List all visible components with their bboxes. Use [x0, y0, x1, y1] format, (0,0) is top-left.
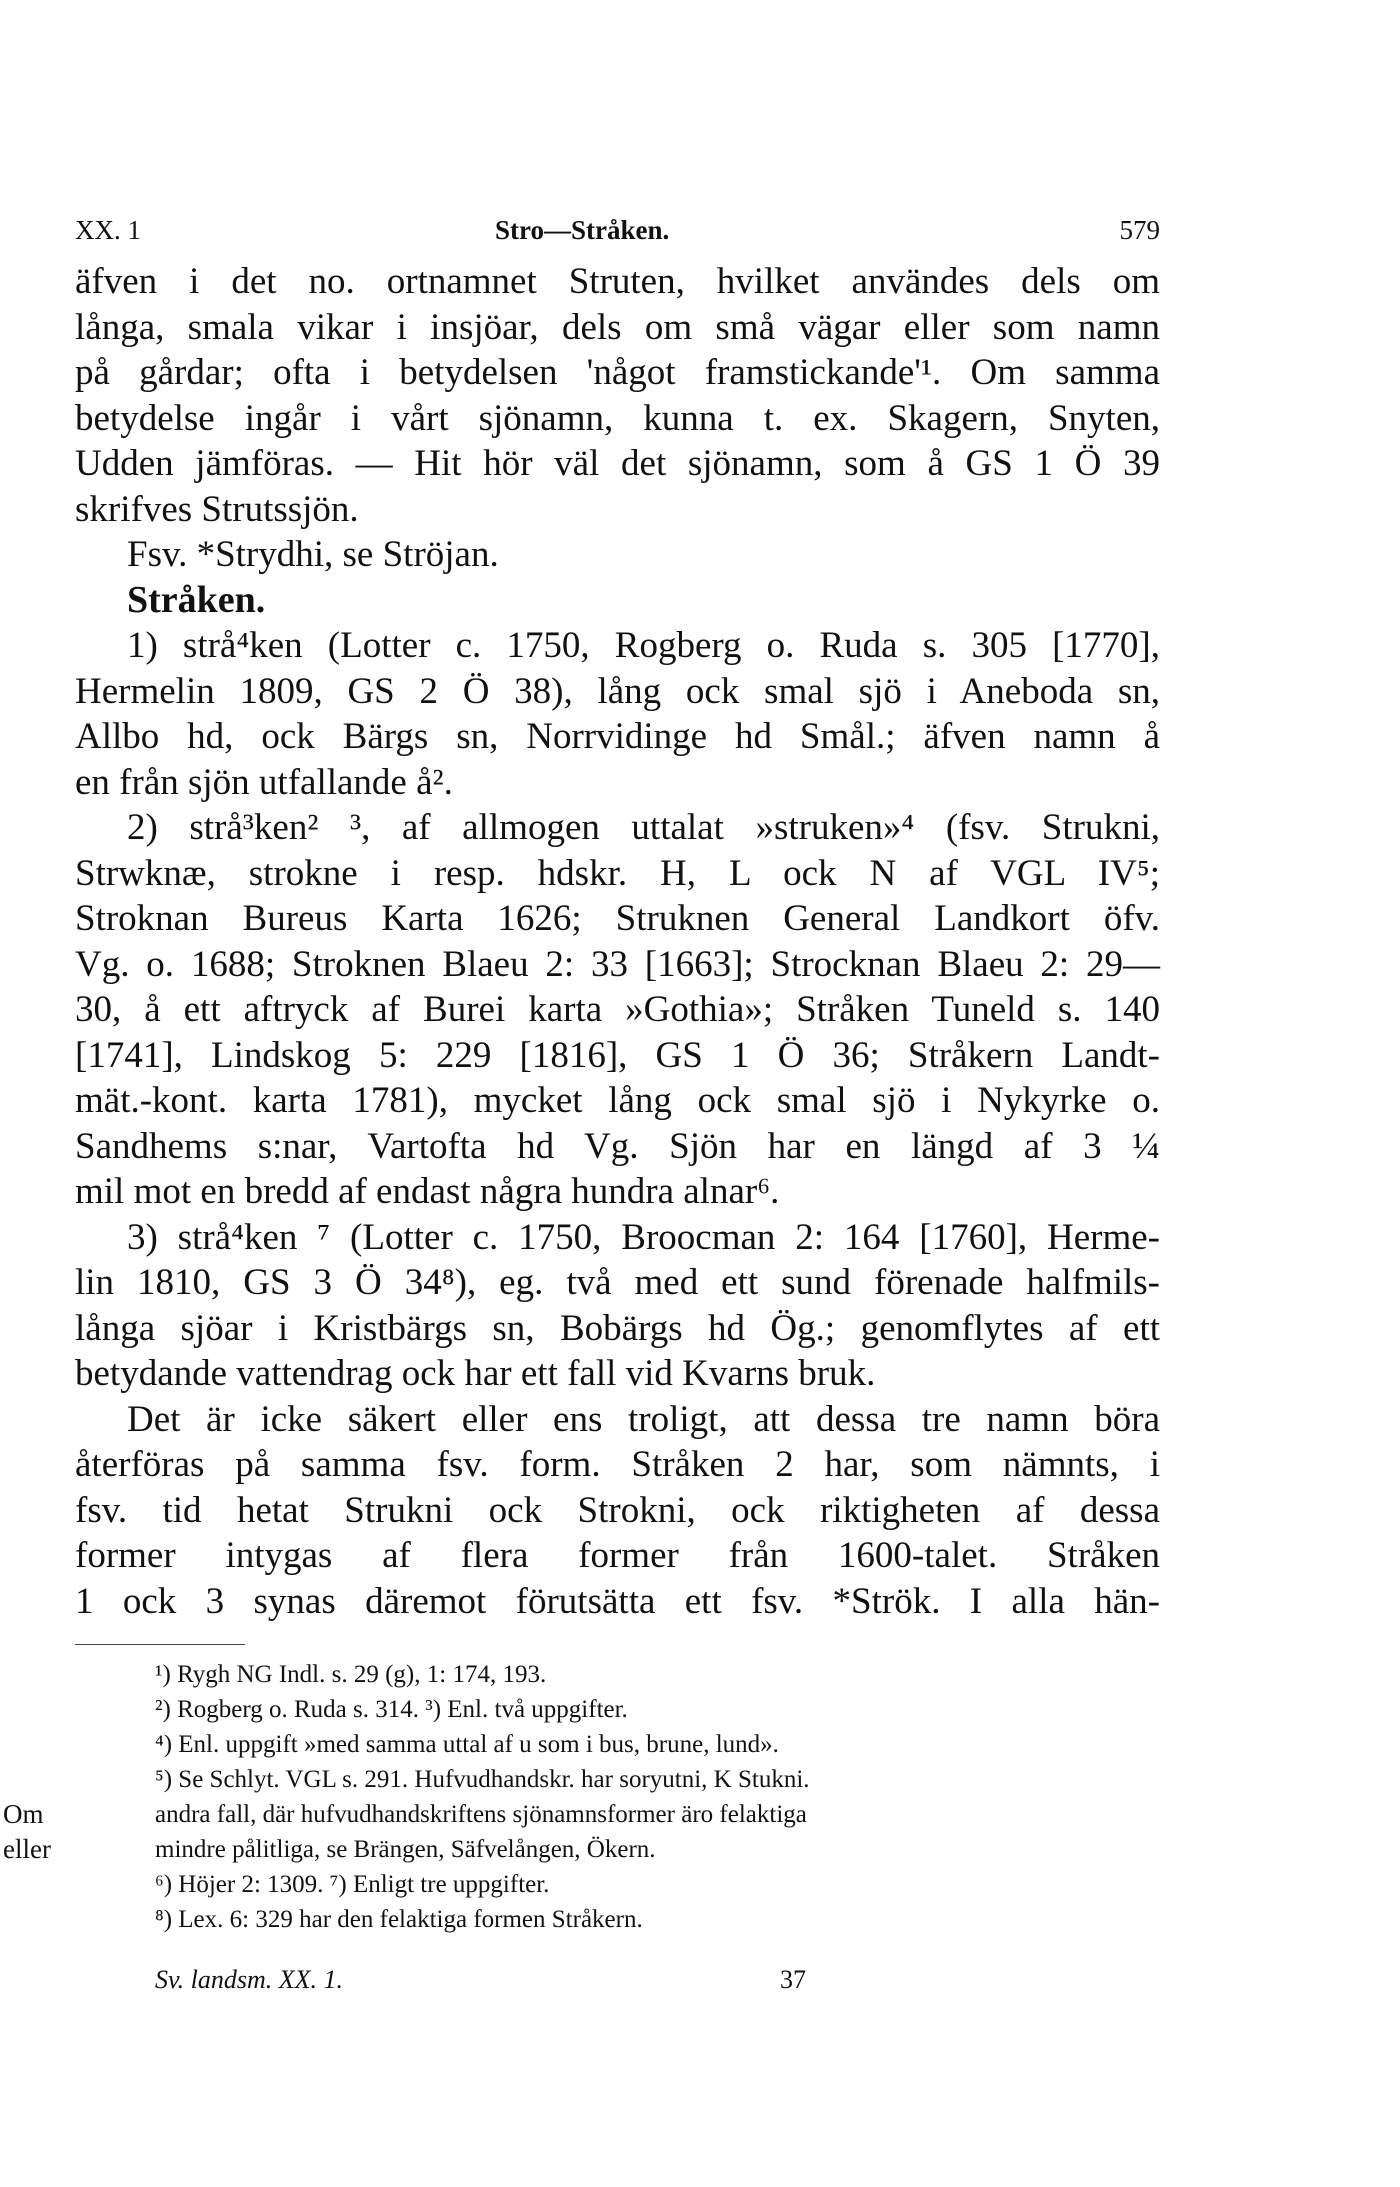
text-line: former intygas af flera former från 1600-talet. Stråken — [75, 1535, 1160, 1576]
footnote-continuation — [3, 1797, 1160, 1832]
text-line: 2) strå³ken² ³, af allmogen uttalat »struken»⁴ (fsv. Strukni, — [127, 807, 1160, 848]
text-line: 30, å ett aftryck af Burei karta »Gothia»; Stråken Tuneld s. 140 — [75, 989, 1160, 1030]
book-page — [3, 215, 1160, 2005]
text-line: betydande vattendrag ock har ett fall vid Kvarns bruk. — [75, 1353, 876, 1394]
text-line: fsv. tid hetat Strukni ock Strokni, ock riktigheten af dessa — [75, 1489, 1160, 1531]
text-line: på gårdar; ofta i betydelsen 'något framstickande'¹. Om samma — [75, 352, 1160, 393]
footnote: ⁸) Lex. 6: 329 har den felaktiga formen Stråkern. — [155, 1906, 643, 1933]
text-line: en från sjön utfallande å². — [75, 761, 453, 803]
footnote-text: mindre pålitliga, se Brängen, Säfvelången, Ökern. — [155, 1836, 656, 1863]
footnote-rule — [75, 1644, 245, 1645]
footnote-continuation — [3, 1832, 1160, 1867]
signature-mark: Sv. landsm. XX. 1. — [155, 1965, 343, 1994]
text-line: Sandhems s:nar, Vartofta hd Vg. Sjön har en längd af 3 ¼ — [75, 1125, 1160, 1167]
text-line: långa, smala vikar i insjöar, dels om små vägar eller som namn — [75, 306, 1160, 348]
text-line: skrifves Strutssjön. — [75, 488, 359, 530]
sheet-number: 37 — [780, 1965, 806, 1994]
text-line: mil mot en bredd af endast några hundra alnar⁶. — [75, 1171, 780, 1212]
running-title: Stro—Stråken. — [495, 215, 670, 245]
text-line: [1741], Lindskog 5: 229 [1816], GS 1 Ö 36; Stråkern Landt- — [75, 1034, 1160, 1076]
running-header — [75, 215, 1160, 259]
page-number: 579 — [1119, 215, 1160, 245]
margin-note: Om — [3, 1799, 44, 1829]
text-line: 1) strå⁴ken (Lotter c. 1750, Rogberg o. Ruda s. 305 [1770], — [127, 625, 1160, 666]
footnote: ¹) Rygh NG Indl. s. 29 (g), 1: 174, 193. — [155, 1661, 547, 1688]
footnote: ⁶) Höjer 2: 1309. ⁷) Enligt tre uppgifter. — [155, 1871, 550, 1898]
margin-note: eller — [3, 1834, 51, 1864]
footnote: ²) Rogberg o. Ruda s. 314. ³) Enl. två uppgifter. — [155, 1696, 628, 1723]
text-line: Fsv. *Strydhi, se Ströjan. — [127, 534, 499, 575]
text-line: långa sjöar i Kristbärgs sn, Bobärgs hd Ög.; genomflytes af ett — [75, 1307, 1160, 1349]
section-heading: Stråken. — [127, 578, 266, 621]
body-text — [75, 259, 1160, 1624]
page-footer — [75, 1965, 1160, 2005]
volume-label: XX. 1 — [75, 215, 141, 245]
text-line: äfven i det no. ortnamnet Struten, hvilket användes dels om — [75, 261, 1160, 302]
text-line: Stroknan Bureus Karta 1626; Struknen General Landkort öfv. — [75, 898, 1160, 939]
text-line: Det är icke säkert eller ens troligt, att dessa tre namn böra — [127, 1398, 1160, 1440]
text-line: Strwknæ, strokne i resp. hdskr. H, L ock N af VGL IV⁵; — [75, 852, 1160, 894]
footnote: ⁵) Se Schlyt. VGL s. 291. Hufvudhandskr. har soryutni, K Stukni. — [155, 1766, 810, 1793]
text-line: återföras på samma fsv. form. Stråken 2 har, som nämnts, i — [75, 1444, 1160, 1485]
footnotes — [3, 1657, 1160, 1937]
text-line: Udden jämföras. — Hit hör väl det sjönamn, som å GS 1 Ö 39 — [75, 443, 1160, 484]
text-line: mät.-kont. karta 1781), mycket lång ock smal sjö i Nykyrke o. — [75, 1080, 1160, 1121]
text-line: lin 1810, GS 3 Ö 34⁸), eg. två med ett sund förenade halfmils- — [75, 1262, 1160, 1303]
text-line: Hermelin 1809, GS 2 Ö 38), lång ock smal sjö i Aneboda sn, — [75, 670, 1160, 712]
text-line: betydelse ingår i vårt sjönamn, kunna t. ex. Skagern, Snyten, — [75, 397, 1160, 439]
text-line: 1 ock 3 synas däremot förutsätta ett fsv. *Strök. I alla hän- — [75, 1580, 1160, 1622]
footnote-text: andra fall, där hufvudhandskriftens sjönamnsformer äro felaktiga — [155, 1801, 807, 1828]
text-line: Allbo hd, ock Bärgs sn, Norrvidinge hd Smål.; äfven namn å — [75, 716, 1160, 757]
text-line: Vg. o. 1688; Stroknen Blaeu 2: 33 [1663]; Strocknan Blaeu 2: 29— — [75, 943, 1160, 985]
text-line: 3) strå⁴ken ⁷ (Lotter c. 1750, Broocman 2: 164 [1760], Herme- — [127, 1216, 1160, 1258]
footnote: ⁴) Enl. uppgift »med samma uttal af u som i bus, brune, lund». — [155, 1731, 779, 1758]
